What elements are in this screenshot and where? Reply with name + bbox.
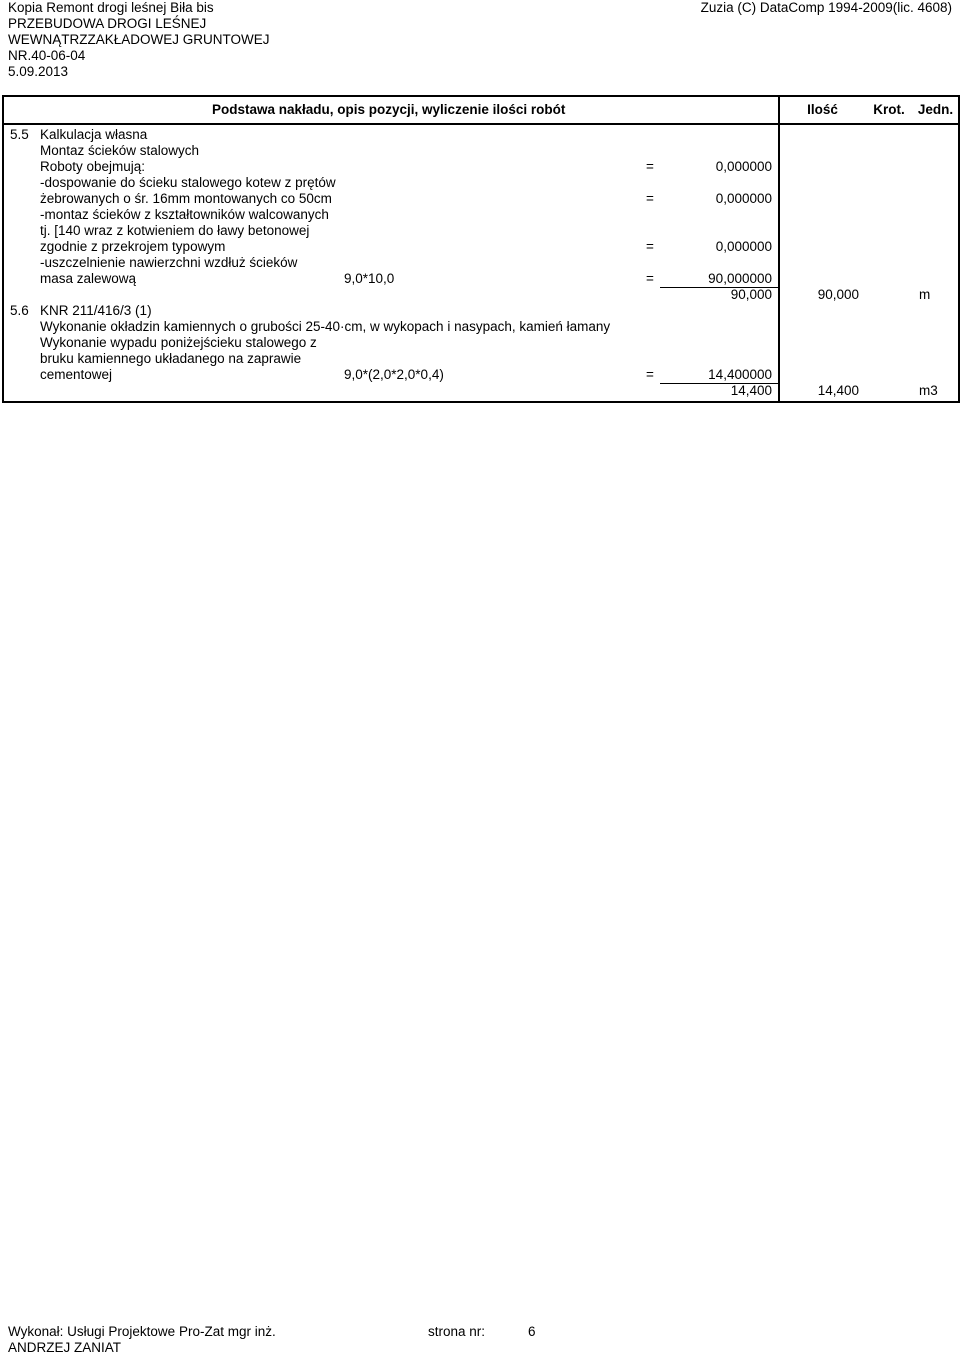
project-title-line-1: Kopia Remont drogi leśnej Biła bis [8,0,214,15]
item-sum-line [4,383,778,399]
item-quantity: 14,400 [817,383,859,398]
table-row [3,124,959,303]
item-basis: KNR 211/416/3 (1) [40,303,152,318]
column-header-quantity: Ilość [779,96,865,124]
project-title-line-2: PRZEBUDOWA DROGI LEŚNEJ [8,16,207,31]
footer-page-number: 6 [528,1324,536,1339]
project-title-line-3: WEWNĄTRZZAKŁADOWEJ GRUNTOWEJ [8,32,270,47]
item-sum: 90,000 [730,287,772,302]
document-header [8,0,270,80]
quantity-table [2,95,960,403]
footer-page-label: strona nr: [428,1324,486,1339]
quantity-cell [779,124,865,303]
item-header [4,127,778,143]
list-item: masa zalewową 9,0*10,0 = 90,000000 [40,271,772,286]
list-item: zgodnie z przekrojem typowym = 0,000000 [40,239,772,254]
item-sum-line [4,287,778,303]
software-credit: Zuzia (C) DataComp 1994-2009(lic. 4608) [700,0,952,15]
table-header-row [3,96,959,124]
table-row [3,303,959,402]
list-item: -dospowanie do ścieku stalowego kotew z prętów [40,175,336,190]
project-number: NR.40-06-04 [8,48,86,63]
list-item: Montaz ścieków stalowych [40,143,200,158]
list-item: -montaz ścieków z kształtowników walcowanych [40,207,329,222]
item-quantity: 90,000 [817,287,859,302]
item-number: 5.5 [10,127,29,142]
footer-author-line-2: ANDRZEJ ZANIAT [8,1340,122,1355]
list-item: żebrowanych o śr. 16mm montowanych co 50cm = 0,000000 [40,191,772,206]
multiplier-cell [865,124,913,303]
list-item: -uszczelnienie nawierzchni wzdłuż ścieków [40,255,298,270]
unit-cell [913,124,959,303]
item-unit: m [919,287,931,302]
list-item: Wykonanie okładzin kamiennych o grubości 25-40·cm, w wykopach i nasypach, kamień łamany [40,319,611,334]
item-number: 5.6 [10,303,29,318]
list-item: Wykonanie wypadu poniżejścieku stalowego z [40,335,317,350]
item-basis: Kalkulacja własna [40,127,148,142]
column-header-description: Podstawa nakładu, opis pozycji, wyliczenie ilości robót [3,96,779,124]
multiplier-cell [865,303,913,402]
project-date: 5.09.2013 [8,64,69,79]
list-item: bruku kamiennego układanego na zaprawie [40,351,302,366]
item-header [4,303,778,319]
unit-cell [913,303,959,402]
footer-author-line-1: Wykonał: Usługi Projektowe Pro-Zat mgr inż. [8,1324,276,1339]
quantity-cell [779,303,865,402]
item-sum: 14,400 [730,383,772,398]
list-item: cementowej 9,0*(2,0*2,0*0,4) = 14,400000 [40,367,772,382]
list-item: Roboty obejmują: = 0,000000 [40,159,772,174]
column-header-unit: Jedn. [913,96,959,124]
list-item: tj. [140 wraz z kotwieniem do ławy betonowej [40,223,310,238]
column-header-multiplier: Krot. [865,96,913,124]
footer-author [8,1324,276,1356]
item-unit: m3 [919,383,938,398]
